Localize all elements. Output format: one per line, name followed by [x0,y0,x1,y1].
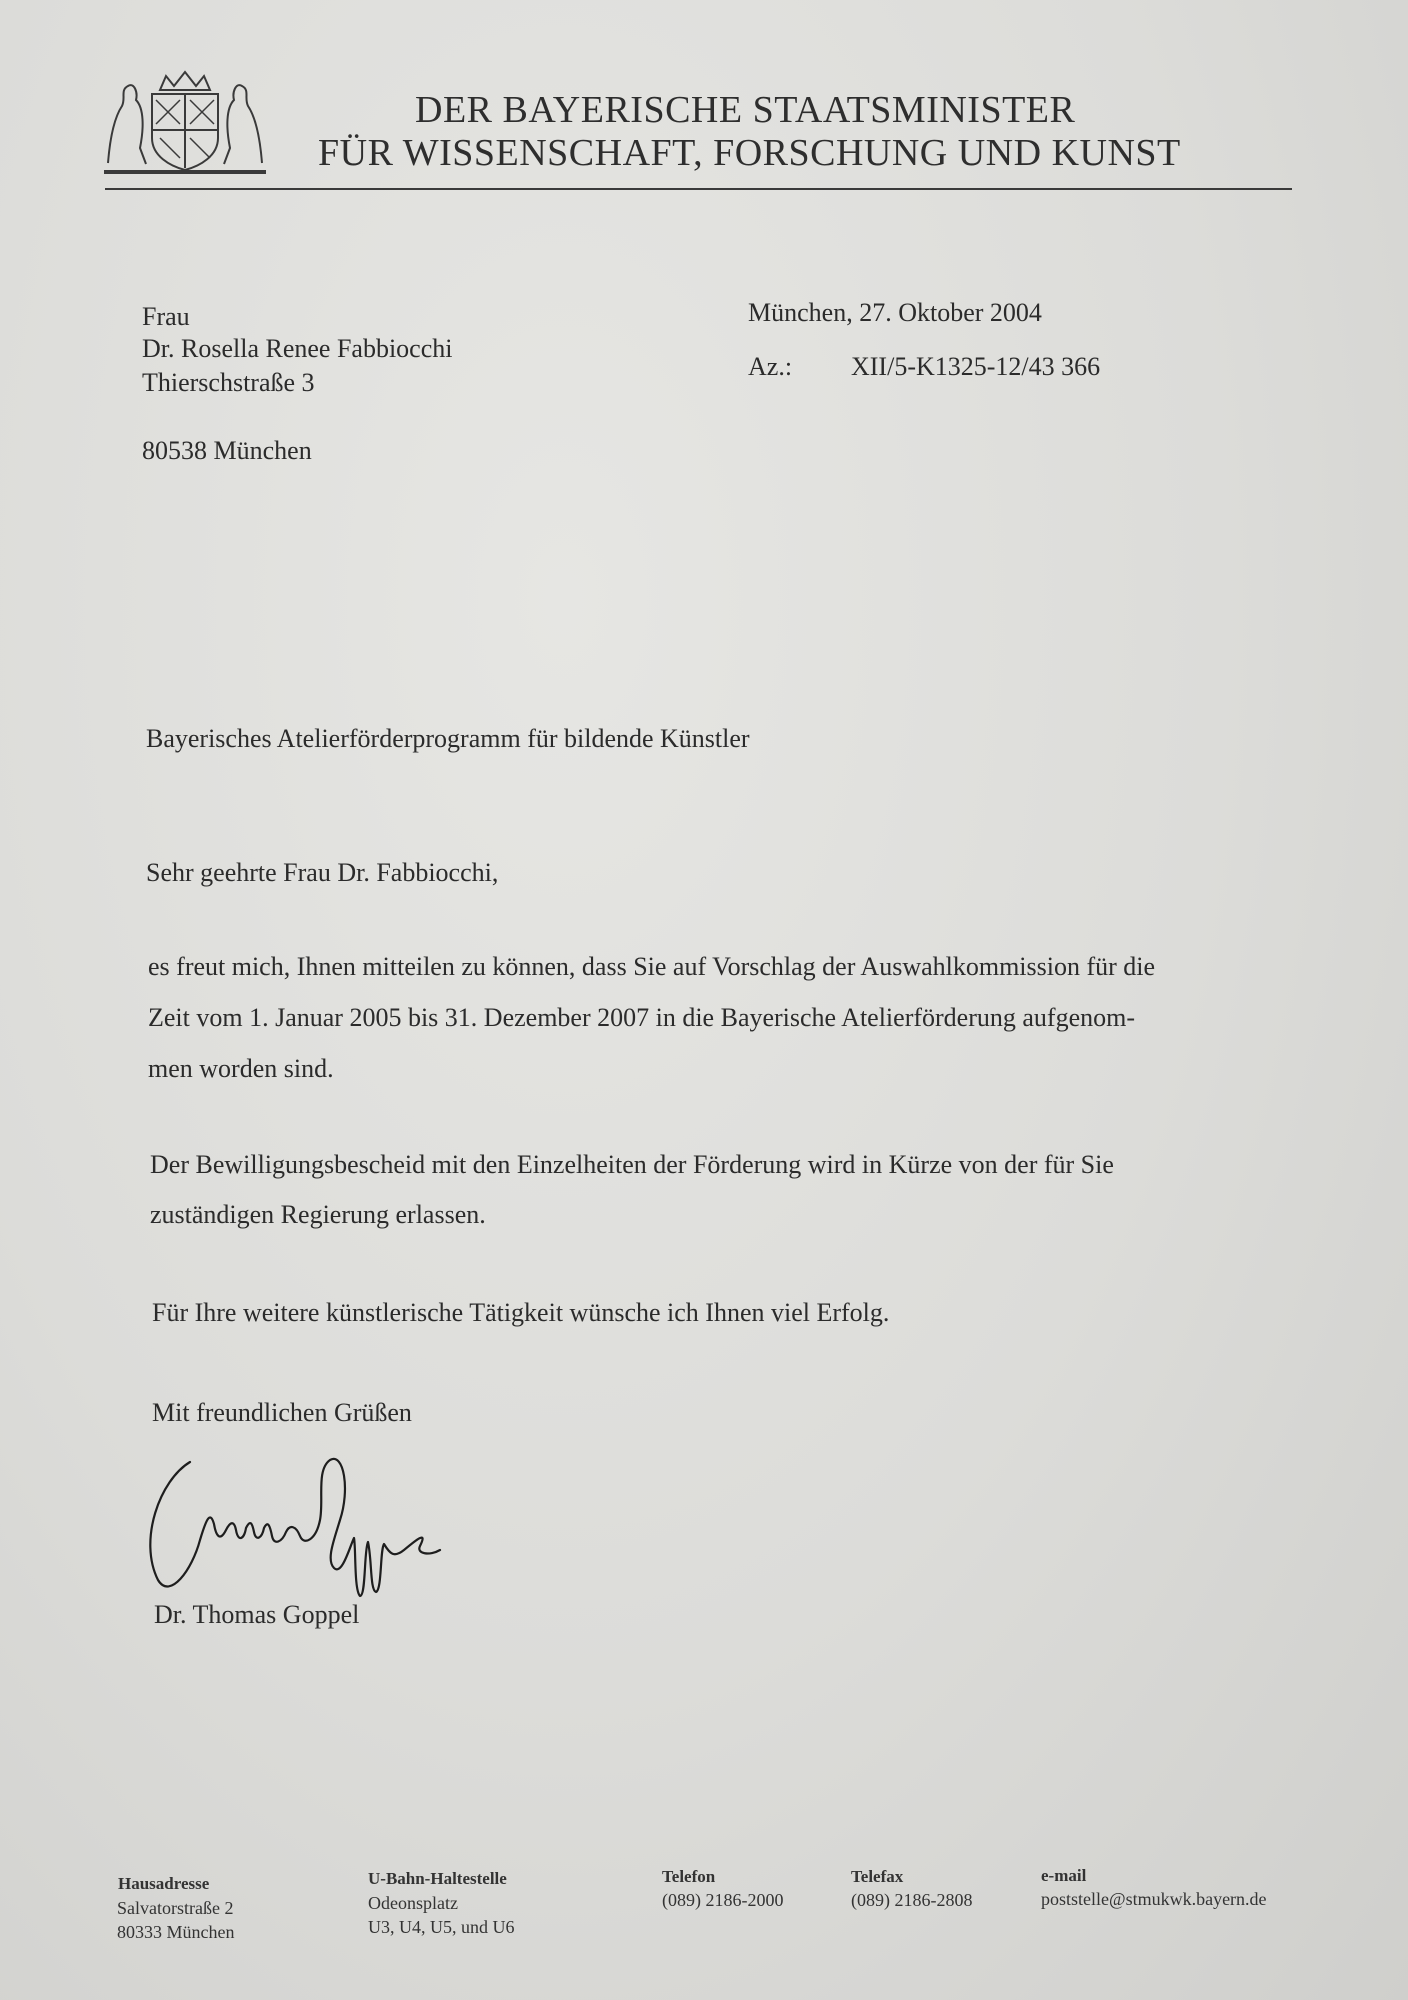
letterhead-rule [105,188,1292,190]
body-paragraph-2-line-2: zuständigen Regierung erlassen. [150,1200,486,1229]
body-paragraph-1-line-2: Zeit vom 1. Januar 2005 bis 31. Dezember 2007 in die Bayerische Atelierförderung aufgenom- [148,1003,1135,1032]
recipient-salutation: Frau [142,302,190,331]
letterhead-line-1: DER BAYERISCHE STAATSMINISTER [415,89,1076,131]
recipient-name: Dr. Rosella Renee Fabbiocchi [142,334,453,363]
footer-fax-label: Telefax [851,1867,904,1886]
footer-email-label: e-mail [1041,1866,1087,1885]
footer-address-line-1: Salvatorstraße 2 [117,1898,234,1918]
recipient-street: Thierschstraße 3 [142,368,315,397]
footer-phone: (089) 2186-2000 [662,1890,784,1910]
letter-subject: Bayerisches Atelierförderprogramm für bildende Künstler [146,724,750,753]
footer-address-label: Hausadresse [118,1874,210,1893]
footer-ubahn-line-1: Odeonsplatz [368,1893,458,1913]
reference-label: Az.: [748,352,793,381]
footer-address-line-2: 80333 München [117,1922,235,1942]
body-paragraph-2-line-1: Der Bewilligungsbescheid mit den Einzelheiten der Förderung wird in Kürze von der für Sie [150,1150,1114,1179]
recipient-city: 80538 München [142,436,312,465]
footer-fax: (089) 2186-2808 [851,1890,973,1910]
body-paragraph-1-line-1: es freut mich, Ihnen mitteilen zu können, dass Sie auf Vorschlag der Auswahlkommission für die [148,952,1156,981]
footer-email: poststelle@stmukwk.bayern.de [1041,1889,1267,1909]
reference-number: XII/5-K1325-12/43 366 [851,352,1101,381]
signatory-name: Dr. Thomas Goppel [154,1600,360,1629]
letter-greeting: Sehr geehrte Frau Dr. Fabbiocchi, [146,858,499,887]
body-paragraph-3-line-1: Für Ihre weitere künstlerische Tätigkeit wünsche ich Ihnen viel Erfolg. [152,1298,890,1327]
footer-phone-label: Telefon [662,1867,716,1886]
footer-ubahn-line-2: U3, U4, U5, und U6 [368,1917,515,1937]
footer-ubahn-label: U-Bahn-Haltestelle [368,1869,507,1888]
coat-of-arms-icon [100,68,270,178]
letterhead-line-2: FÜR WISSENSCHAFT, FORSCHUNG UND KUNST [318,132,1181,174]
handwritten-signature [140,1450,460,1600]
letter-closing: Mit freundlichen Grüßen [152,1398,412,1427]
body-paragraph-1-line-3: men worden sind. [148,1054,334,1083]
letter-date: München, 27. Oktober 2004 [748,298,1042,327]
